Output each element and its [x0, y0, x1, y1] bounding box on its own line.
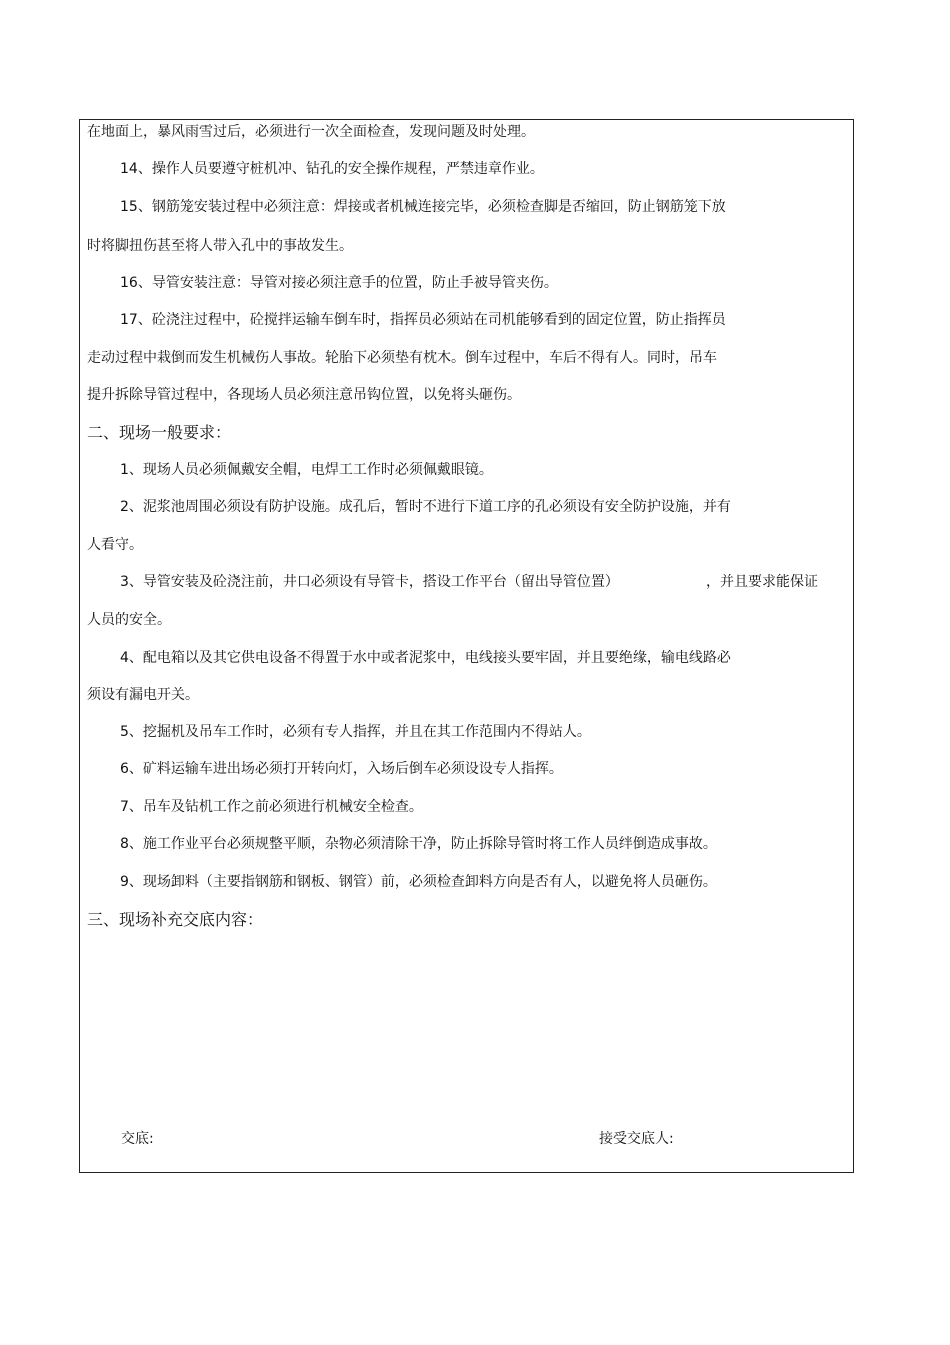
text-line: 走动过程中栽倒而发生机械伤人事故。轮胎下必须垫有枕木。倒车过程中，车后不得有人。同时，吊车 [87, 350, 717, 366]
receiver-signature-label: 接受交底人: [599, 1131, 674, 1147]
text-line: 7、吊车及钻机工作之前必须进行机械安全检查。 [120, 799, 423, 815]
section-heading-supplementary: 三、现场补充交底内容： [87, 910, 264, 929]
text-line: 4、配电箱以及其它供电设备不得置于水中或者泥浆中，电线接头要牢固，并且要绝缘，输电线路必 [120, 650, 731, 666]
text-line: 提升拆除导管过程中，各现场人员必须注意吊钩位置，以免将头砸伤。 [87, 387, 521, 403]
text-line: 人看守。 [87, 537, 143, 553]
text-line: 1、现场人员必须佩戴安全帽，电焊工工作时必须佩戴眼镜。 [120, 462, 493, 478]
section-heading-general-requirements: 二、现场一般要求： [87, 423, 232, 442]
text-line: 2、泥浆池周围必须设有防护设施。成孔后，暂时不进行下道工序的孔必须设有安全防护设施，并有 [120, 499, 731, 515]
text-line: 17、砼浇注过程中，砼搅拌运输车倒车时，指挥员必须站在司机能够看到的固定位置，防止指挥员 [120, 312, 726, 328]
text-line: 5、挖掘机及吊车工作时，必须有专人指挥，并且在其工作范围内不得站人。 [120, 724, 591, 740]
text-line: 16、导管安装注意：导管对接必须注意手的位置，防止手被导管夹伤。 [120, 275, 558, 291]
text-line: ，并且要求能保证 [706, 574, 818, 590]
text-line: 在地面上，暴风雨雪过后，必须进行一次全面检查，发现问题及时处理。 [87, 124, 535, 140]
text-line: 须设有漏电开关。 [87, 687, 199, 703]
text-line: 时将脚扭伤甚至将人带入孔中的事故发生。 [87, 238, 353, 254]
text-line: 6、矿料运输车进出场必须打开转向灯，入场后倒车必须设设专人指挥。 [120, 761, 563, 777]
text-line: 8、施工作业平台必须规整平顺，杂物必须清除干净，防止拆除导管时将工作人员绊倒造成事故。 [120, 836, 717, 852]
text-line: 人员的安全。 [87, 612, 171, 628]
handover-signature-label: 交底: [121, 1131, 154, 1147]
text-line: 15、钢筋笼安装过程中必须注意：焊接或者机械连接完毕，必须检查脚是否缩回，防止钢筋笼下放 [120, 199, 726, 215]
text-line: 3、导管安装及砼浇注前，井口必须设有导管卡，搭设工作平台（留出导管位置） [120, 574, 619, 590]
text-line: 14、操作人员要遵守桩机冲、钻孔的安全操作规程，严禁违章作业。 [120, 161, 544, 177]
text-line: 9、现场卸料（主要指钢筋和钢板、钢管）前，必须检查卸料方向是否有人，以避免将人员砸伤。 [120, 874, 717, 890]
